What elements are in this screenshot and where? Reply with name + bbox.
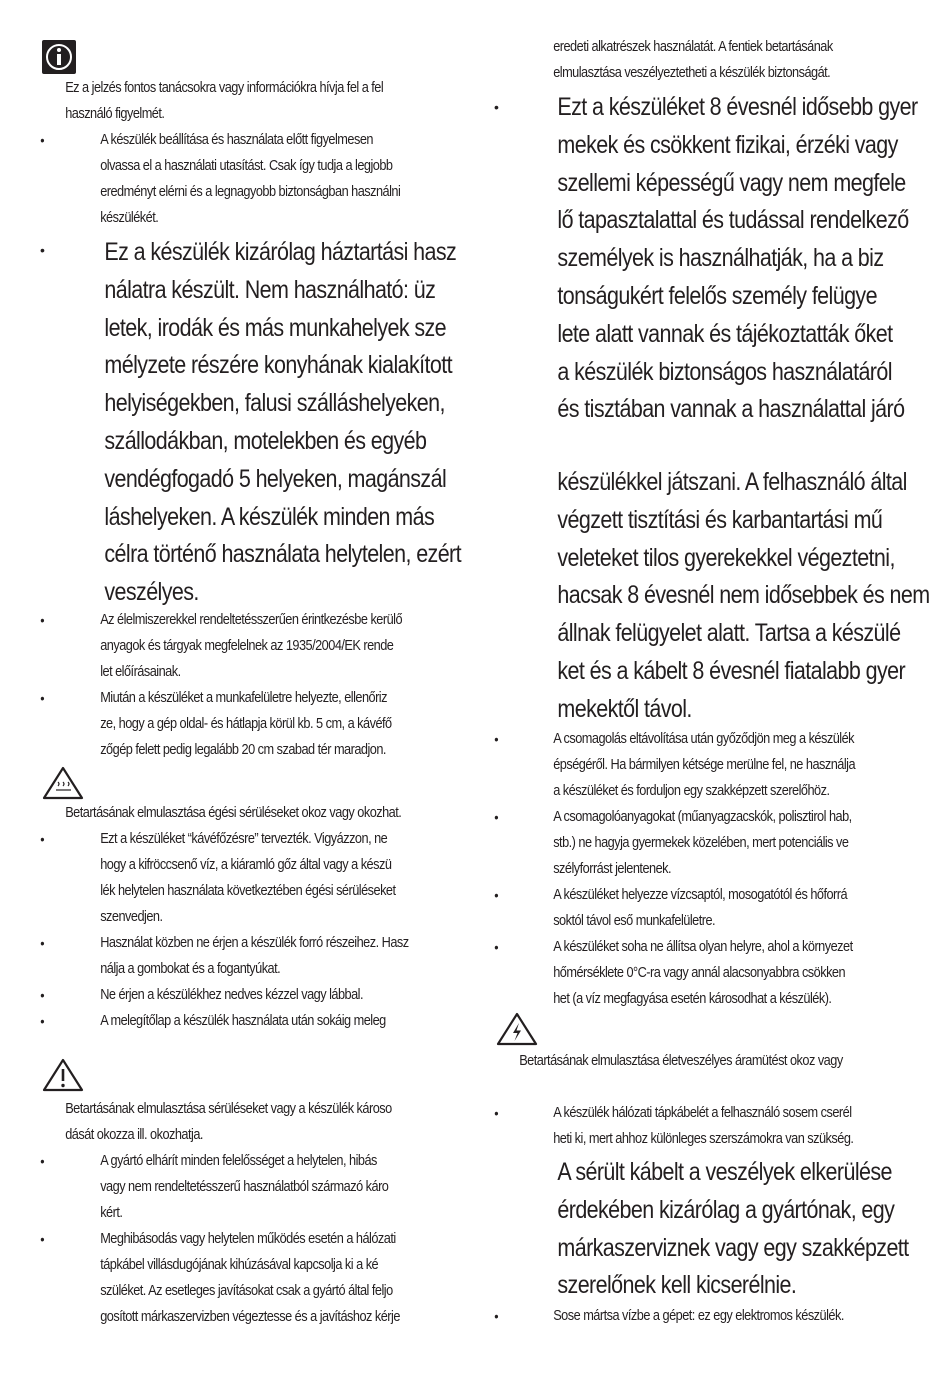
info-intro bbox=[65, 75, 435, 127]
text-line: épségéről. Ha bármilyen kétsége merülne fel, ne használja bbox=[553, 757, 856, 773]
hot-surface-warning-icon bbox=[42, 766, 84, 800]
text-line: helyiségekben, falusi szálláshelyeken, bbox=[104, 389, 445, 418]
text-line: szállodákban, motelekben és egyéb bbox=[104, 426, 427, 455]
text-line: Ezt a készüléket 8 évesnél idősebb gyer bbox=[557, 93, 918, 121]
text-line: Miután a készüléket a munkafelületre helyezte, ellenőriz bbox=[100, 690, 387, 706]
general-warning-intro bbox=[65, 1096, 435, 1148]
text-line: láshelyeken. A készülék minden más bbox=[104, 502, 435, 531]
text-line: szüléket. Az esetleges javításokat csak a gyártó által feljo bbox=[100, 1283, 393, 1299]
text-line: A csomagolás eltávolítása után győződjön meg a készülék bbox=[553, 731, 854, 747]
list-item: • Ez a készülék kizárólag háztartási hasz nálatra készült. Nem használható: üz letek, irodák és más munkahelyek sze mélyzete részére konyhának kialakított helyiségekben, falusi szálláshelyeken, szállodákban, motelekben és egyéb vendégfogadó 5 helyeken, magánszál láshelyeken. A készülék minden más célra történő használata helytelen, ezért veszélyes. bbox=[40, 234, 460, 612]
text-line: hacsak 8 évesnél nem idősebbek és nem bbox=[557, 581, 930, 610]
text-line: Az élelmiszerekkel rendeltetésszerűen érintkezésbe kerülő bbox=[100, 612, 403, 628]
text-line: szerelőnek kell kicserélnie. bbox=[557, 1271, 797, 1300]
text-line: nálja a gombokat és a fogantyúkat. bbox=[100, 961, 281, 977]
text-line: mélyzete részére konyhának kialakított bbox=[104, 351, 452, 380]
text-line: készülékét. bbox=[100, 210, 159, 226]
text-line: mekek és csökkent fizikai, érzéki vagy bbox=[557, 130, 898, 159]
text-line: gosított márkaszervizben végeztesse és a javításhoz kérje bbox=[100, 1309, 400, 1325]
text-line: Betartásának elmulasztása sérüléseket vagy a készülék károso bbox=[65, 1101, 392, 1117]
text-line: a készülék biztonságos használatáról bbox=[557, 357, 892, 386]
list-item: • A készüléket helyezze vízcsaptól, mosogatótól és hőforrá soktól távol eső munkafelületre. bbox=[494, 882, 914, 934]
list-item: • Az élelmiszerekkel rendeltetésszerűen érintkezésbe kerülő anyagok és tárgyak megfelelnek az 1935/2004/EK rende let előírásainak. bbox=[40, 607, 460, 685]
list-item: • Sose mártsa vízbe a gépet: ez egy elektromos készülék. bbox=[494, 1303, 914, 1329]
list-item: • A csomagolás eltávolítása után győződjön meg a készülék épségéről. Ha bármilyen kétsége merülne fel, ne használja a készüléket és forduljon egy szakképzett szerelőhöz. bbox=[494, 726, 914, 804]
text-line: elmulasztása veszélyeztetheti a készülék biztonságát. bbox=[553, 65, 831, 81]
text-line: használó figyelmét. bbox=[65, 106, 165, 122]
list-item: • Miután a készüléket a munkafelületre helyezte, ellenőriz ze, hogy a gép oldal- és hátlapja körül kb. 5 cm, a kávéfő zőgép felett pedig legalább 20 cm szabad tér maradjon. bbox=[40, 685, 460, 763]
text-line: szellemi képességű vagy nem megfele bbox=[557, 168, 906, 197]
text-line: eredeti alkatrészek használatát. A fentiek betartásának bbox=[553, 39, 833, 55]
text-line: célra történő használata helytelen, ezért bbox=[104, 540, 461, 569]
text-line: Ez a jelzés fontos tanácsokra vagy információkra hívja fel a fel bbox=[65, 80, 384, 96]
text-line: készülékkel játszani. A felhasználó által bbox=[557, 468, 907, 496]
text-line: hogy a kifröccsenő víz, a kiáramló gőz által vagy a készü bbox=[100, 857, 392, 873]
text-line: olvassa el a használati utasítást. Csak így tudja a legjobb bbox=[100, 158, 393, 174]
text-line: heti ki, mert ahhoz különleges szerszámokra van szükség. bbox=[553, 1131, 854, 1147]
text-line: lő tapasztalattal és tudással rendelkező bbox=[557, 206, 909, 235]
text-line: het (a víz megfagyása esetén károsodhat a készülék). bbox=[553, 991, 832, 1007]
list-item: • Ezt a készüléket “kávéfőzésre” tervezték. Vigyázzon, ne hogy a kifröccsenő víz, a kiáramló gőz által vagy a készü lék helytelen használata következtében égési sérüléseket szenvedjen. bbox=[40, 826, 460, 930]
text-line: érdekében kizárólag a gyártónak, egy bbox=[557, 1195, 895, 1224]
list-item: • A gyártó elhárít minden felelősséget a helytelen, hibás vagy nem rendeltetésszerű használatból származó káro kért. bbox=[40, 1148, 460, 1226]
text-line: Ne érjen a készülékhez nedves kézzel vagy lábbal. bbox=[100, 987, 364, 1003]
list-item: • A készülék hálózati tápkábelét a felhasználó sosem cserél heti ki, mert ahhoz különleges szerszámokra van szükség. A sérült kábelt a veszélyek elkerülése érdekében kizárólag a gyártónak, egy márkaszerviznek vagy egy szakképzett szerelőnek kell kicserélnie. bbox=[494, 1100, 914, 1305]
text-line: Betartásának elmulasztása égési sérüléseket okoz vagy okozhat. bbox=[65, 805, 402, 821]
continued-paragraph bbox=[494, 34, 914, 86]
text-line: tápkábel villásdugójának kihúzásával kapcsolja ki a ké bbox=[100, 1257, 379, 1273]
text-line: Ezt a készüléket “kávéfőzésre” tervezték. Vigyázzon, ne bbox=[100, 831, 388, 847]
text-line: végzett tisztítási és karbantartási mű bbox=[557, 505, 883, 534]
text-line: A melegítőlap a készülék használata után sokáig meleg bbox=[100, 1013, 386, 1029]
text-line: hőmérséklete 0°C-ra vagy annál alacsonyabbra csökken bbox=[553, 965, 846, 981]
text-line: kért. bbox=[100, 1205, 123, 1221]
electric-warning-intro bbox=[519, 1048, 889, 1074]
text-line: ze, hogy a gép oldal- és hátlapja körül kb. 5 cm, a kávéfő bbox=[100, 716, 392, 732]
list-item: • A csomagolóanyagokat (műanyagzacskók, polisztirol hab, stb.) ne hagyja gyermekek közelében, mert potenciális ve szélyforrást jelentenek. bbox=[494, 804, 914, 882]
list-item: • Használat közben ne érjen a készülék forró részeihez. Hasz nálja a gombokat és a fogantyúkat. bbox=[40, 930, 460, 982]
text-line: stb.) ne hagyja gyermekek közelében, mert potenciális ve bbox=[553, 835, 849, 851]
text-line: A készülék hálózati tápkábelét a felhasználó sosem cserél bbox=[553, 1105, 852, 1121]
text-line: a készüléket és forduljon egy szakképzett szerelőhöz. bbox=[553, 783, 830, 799]
info-icon bbox=[42, 40, 76, 74]
text-line: lék helytelen használata következtében égési sérüléseket bbox=[100, 883, 396, 899]
list-item: • Ezt a készüléket 8 évesnél idősebb gyer mekek és csökkent fizikai, érzéki vagy szellemi képességű vagy nem megfele lő tapasztalattal és tudással rendelkező személyek is használhatják, ha a biz tonságukért felelős személy felügye lete alatt vannak és tájékoztatták őket a készülék biztonságos használatáról és tisztában vannak a használattal járó bbox=[494, 89, 914, 429]
text-line: veleteket tilos gyerekekkel végeztetni, bbox=[557, 543, 895, 572]
text-line: szélyforrást jelentenek. bbox=[553, 861, 672, 877]
text-line: veszélyes. bbox=[104, 578, 199, 607]
hot-surface-intro bbox=[65, 800, 435, 826]
list-item: • A készülék beállítása és használata előtt figyelmesen olvassa el a használati utasítást. Csak így tudja a legjobb eredményt elérni és a legnagyobb biztonságban használni készülékét. bbox=[40, 127, 460, 231]
text-line: szenvedjen. bbox=[100, 909, 163, 925]
list-item: • Meghibásodás vagy helytelen működés esetén a hálózati tápkábel villásdugójának kihúzásával kapcsolja ki a ké szüléket. Az esetleges javításokat csak a gyártó által feljo gosított márkaszervizben végeztesse és a javításhoz kérje bbox=[40, 1226, 460, 1330]
text-line: vagy nem rendeltetésszerű használatból származó káro bbox=[100, 1179, 389, 1195]
text-line: Meghibásodás vagy helytelen működés esetén a hálózati bbox=[100, 1231, 396, 1247]
text-line: soktól távol eső munkafelületre. bbox=[553, 913, 716, 929]
text-line: Betartásának elmulasztása életveszélyes áramütést okoz vagy bbox=[519, 1053, 843, 1069]
text-line: let előírásainak. bbox=[100, 664, 181, 680]
text-line: személyek is használhatják, ha a biz bbox=[557, 244, 884, 273]
text-line: letek, irodák és más munkahelyek sze bbox=[104, 313, 447, 342]
text-line: A készülék beállítása és használata előtt figyelmesen bbox=[100, 132, 373, 148]
text-line: márkaszerviznek vagy egy szakképzett bbox=[557, 1233, 909, 1262]
electric-shock-warning-icon bbox=[496, 1012, 538, 1046]
text-line: nálatra készült. Nem használható: üz bbox=[104, 275, 436, 304]
text-line: lete alatt vannak és tájékoztatták őket bbox=[557, 319, 893, 348]
text-line: Használat közben ne érjen a készülék forró részeihez. Hasz bbox=[100, 935, 409, 951]
text-line: vendégfogadó 5 helyeken, magánszál bbox=[104, 464, 447, 493]
text-line: Sose mártsa vízbe a gépet: ez egy elektromos készülék. bbox=[553, 1308, 844, 1324]
text-line: A készüléket soha ne állítsa olyan helyre, ahol a környezet bbox=[553, 939, 853, 955]
text-line: A gyártó elhárít minden felelősséget a helytelen, hibás bbox=[100, 1153, 377, 1169]
text-line: és tisztában vannak a használattal járó bbox=[557, 395, 905, 424]
text-line: mekektől távol. bbox=[557, 694, 692, 723]
list-item: • A készüléket soha ne állítsa olyan helyre, ahol a környezet hőmérséklete 0°C-ra vagy annál alacsonyabbra csökken het (a víz megfagyása esetén károsodhat a készülék). bbox=[494, 934, 914, 1012]
list-item: • A melegítőlap a készülék használata után sokáig meleg bbox=[40, 1008, 460, 1034]
text-line: A sérült kábelt a veszélyek elkerülése bbox=[557, 1158, 892, 1186]
text-line: A készüléket helyezze vízcsaptól, mosogatótól és hőforrá bbox=[553, 887, 848, 903]
list-item: • Ne érjen a készülékhez nedves kézzel vagy lábbal. bbox=[40, 982, 460, 1008]
text-line: tonságukért felelős személy felügye bbox=[557, 281, 877, 310]
text-line: eredményt elérni és a legnagyobb biztonságban használni bbox=[100, 184, 401, 200]
text-line: ket és a kábelt 8 évesnél fiatalabb gyer bbox=[557, 656, 906, 685]
text-line: A csomagolóanyagokat (műanyagzacskók, polisztirol hab, bbox=[553, 809, 852, 825]
text-line: állnak felügyelet alatt. Tartsa a készülé bbox=[557, 619, 901, 648]
exclamation-warning-icon bbox=[42, 1058, 84, 1092]
text-line: Ez a készülék kizárólag háztartási hasz bbox=[104, 238, 457, 266]
list-item-continuation bbox=[494, 464, 930, 729]
text-line: dását okozza ill. okozhatja. bbox=[65, 1127, 203, 1143]
text-line: anyagok és tárgyak megfelelnek az 1935/2004/EK rende bbox=[100, 638, 394, 654]
text-line: zőgép felett pedig legalább 20 cm szabad tér maradjon. bbox=[100, 742, 386, 758]
